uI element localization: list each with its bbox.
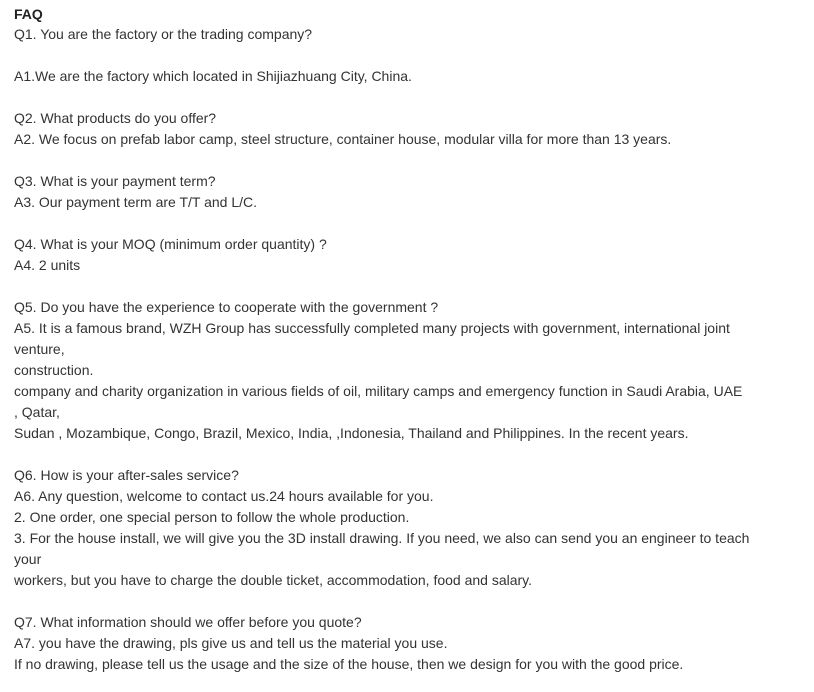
faq-answer: A2. We focus on prefab labor camp, steel structure, container house, modular villa for more than 13 years. [14, 131, 672, 147]
faq-text-line: workers, but you have to charge the double ticket, accommodation, food and salary. [14, 572, 533, 588]
faq-answer: A6. Any question, welcome to contact us.24 hours available for you. [14, 488, 434, 504]
faq-question: Q1. You are the factory or the trading company? [14, 26, 313, 42]
blank-line [14, 213, 814, 234]
faq-answer: A5. It is a famous brand, WZH Group has successfully completed many projects with government, international joint [14, 320, 730, 336]
faq-body [14, 24, 814, 675]
faq-text-line: 3. For the house install, we will give you the 3D install drawing. If you need, we also can send you an engineer to teach [14, 530, 750, 546]
faq-text-line: If no drawing, please tell us the usage and the size of the house, then we design for you with the good price. [14, 656, 684, 672]
faq-text-line: Sudan , Mozambique, Congo, Brazil, Mexico, India, ,Indonesia, Thailand and Philippines. In the recent years. [14, 425, 689, 441]
faq-text-line: company and charity organization in various fields of oil, military camps and emergency function in Saudi Arabia, UAE [14, 383, 743, 399]
faq-answer: A1.We are the factory which located in Shijiazhuang City, China. [14, 68, 412, 84]
faq-question: Q4. What is your MOQ (minimum order quantity) ? [14, 236, 327, 252]
faq-question: Q7. What information should we offer before you quote? [14, 614, 362, 630]
faq-text-line: your [14, 551, 42, 567]
blank-line [14, 150, 814, 171]
blank-line [14, 276, 814, 297]
faq-text-line: construction. [14, 362, 94, 378]
blank-line [14, 87, 814, 108]
blank-line [14, 45, 814, 66]
faq-question: Q6. How is your after-sales service? [14, 467, 239, 483]
faq-text-line: venture, [14, 341, 65, 357]
faq-question: Q5. Do you have the experience to cooperate with the government ? [14, 299, 439, 315]
faq-text-line: 2. One order, one special person to follow the whole production. [14, 509, 410, 525]
blank-line [14, 444, 814, 465]
faq-question: Q2. What products do you offer? [14, 110, 217, 126]
faq-heading: FAQ [14, 6, 43, 22]
faq-question: Q3. What is your payment term? [14, 173, 216, 189]
faq-answer: A3. Our payment term are T/T and L/C. [14, 194, 258, 210]
faq-text-line: , Qatar, [14, 404, 60, 420]
faq-answer: A4. 2 units [14, 257, 81, 273]
faq-answer: A7. you have the drawing, pls give us and tell us the material you use. [14, 635, 448, 651]
blank-line [14, 591, 814, 612]
